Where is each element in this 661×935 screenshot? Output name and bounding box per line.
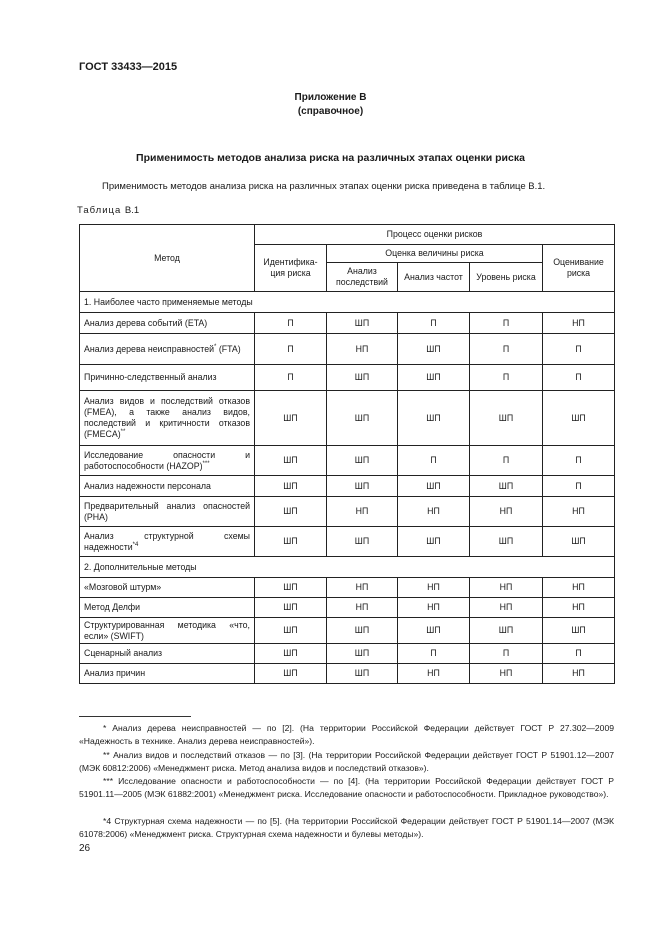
applicability-cell: ШП bbox=[398, 391, 470, 446]
method-name-text: Анализ причин bbox=[84, 668, 146, 678]
header-consequence: Анализ последствий bbox=[327, 263, 398, 292]
applicability-cell: ШП bbox=[255, 527, 327, 557]
header-method: Метод bbox=[80, 225, 255, 292]
applicability-cell: ШП bbox=[255, 476, 327, 497]
table-caption bbox=[77, 205, 139, 216]
applicability-cell: НП bbox=[398, 497, 470, 527]
applicability-cell: П bbox=[543, 446, 615, 476]
method-name-text: Сценарный анализ bbox=[84, 648, 163, 658]
applicability-cell: ШП bbox=[327, 476, 398, 497]
footnote-mark: * bbox=[103, 723, 107, 733]
applicability-cell: ШП bbox=[398, 476, 470, 497]
table-row bbox=[80, 527, 615, 557]
footnote-1 bbox=[79, 722, 614, 748]
applicability-cell: П bbox=[255, 313, 327, 334]
applicability-cell: НП bbox=[470, 578, 543, 598]
applicability-cell: П bbox=[470, 313, 543, 334]
method-name bbox=[80, 476, 255, 497]
method-name-text: Анализ дерева событий (ETA) bbox=[84, 317, 208, 328]
applicability-cell: П bbox=[470, 365, 543, 391]
applicability-cell: ШП bbox=[255, 618, 327, 644]
applicability-cell: ШП bbox=[398, 527, 470, 557]
applicability-cell: П bbox=[398, 313, 470, 334]
applicability-cell: ШП bbox=[470, 391, 543, 446]
applicability-cell: НП bbox=[543, 664, 615, 684]
footnote-mark: *4 bbox=[103, 816, 112, 826]
applicability-cell: НП bbox=[327, 334, 398, 365]
applicability-cell: ШП bbox=[255, 391, 327, 446]
header-frequency: Анализ частот bbox=[398, 263, 470, 292]
header-evaluation: Оценивание риска bbox=[543, 245, 615, 292]
section-row-common: 1. Наиболее часто применяемые методы bbox=[80, 292, 615, 313]
applicability-cell: ШП bbox=[327, 313, 398, 334]
method-name bbox=[80, 365, 255, 391]
page-number: 26 bbox=[79, 843, 91, 854]
table-row bbox=[80, 644, 615, 664]
header-estimation: Оценка величины риска bbox=[327, 245, 543, 263]
header-level: Уровень риска bbox=[470, 263, 543, 292]
method-name bbox=[80, 618, 255, 644]
footnote-3 bbox=[79, 775, 614, 801]
applicability-cell: ШП bbox=[255, 598, 327, 618]
method-name-text: Анализ надежности персонала bbox=[84, 480, 211, 491]
footnote-ref: * bbox=[214, 343, 217, 350]
applicability-cell: П bbox=[255, 365, 327, 391]
applicability-cell: ШП bbox=[543, 391, 615, 446]
table-row bbox=[80, 664, 615, 684]
table-caption-word: Таблица bbox=[77, 205, 122, 216]
applicability-cell: П bbox=[470, 644, 543, 664]
method-name bbox=[80, 598, 255, 618]
table-row bbox=[80, 497, 615, 527]
footnote-text: Исследование опасности и работоспособности — по [4]. (На территории Российской Федерации действует ГОСТ Р 51901.11—2005 (МЭК 61882:2001) «Менеджмент риска. Исследование опасности и работоспособности. Прикладное руководство»). bbox=[79, 776, 614, 799]
applicability-cell: П bbox=[470, 446, 543, 476]
footnote-ref: *4 bbox=[132, 541, 139, 548]
applicability-cell: НП bbox=[543, 578, 615, 598]
methods-table bbox=[79, 224, 615, 684]
applicability-cell: НП bbox=[543, 497, 615, 527]
method-name-text: Метод Делфи bbox=[84, 602, 141, 612]
table-row bbox=[80, 618, 615, 644]
footnote-text: Анализ видов и последствий отказов — по [3]. (На территории Российской Федерации действует ГОСТ Р 51901.12—2007 (МЭК 60812:2006) «Менеджмент риска. Метод анализа видов и последствий отказов»). bbox=[79, 750, 614, 773]
table-row bbox=[80, 334, 615, 365]
header-process: Процесс оценки рисков bbox=[255, 225, 615, 245]
section-heading: Применимость методов анализа риска на различных этапах оценки риска bbox=[136, 152, 525, 164]
table-row bbox=[80, 446, 615, 476]
applicability-cell: П bbox=[398, 644, 470, 664]
method-name-suffix: (FTA) bbox=[216, 343, 241, 354]
method-name-text: Предварительный анализ опасностей (PHA) bbox=[84, 500, 250, 522]
applicability-cell: ШП bbox=[470, 476, 543, 497]
method-name bbox=[80, 497, 255, 527]
applicability-cell: НП bbox=[470, 598, 543, 618]
applicability-cell: ШП bbox=[327, 644, 398, 664]
applicability-cell: НП bbox=[470, 664, 543, 684]
applicability-cell: НП bbox=[327, 497, 398, 527]
applicability-cell: ШП bbox=[327, 446, 398, 476]
applicability-cell: НП bbox=[398, 598, 470, 618]
table-row bbox=[80, 578, 615, 598]
method-name-text: Структурированная методика «что, если» (SWIFT) bbox=[84, 619, 250, 641]
applicability-cell: ШП bbox=[255, 664, 327, 684]
applicability-cell: П bbox=[543, 334, 615, 365]
method-name bbox=[80, 313, 255, 334]
applicability-cell: ШП bbox=[327, 527, 398, 557]
applicability-cell: ШП bbox=[543, 618, 615, 644]
document-id: ГОСТ 33433—2015 bbox=[79, 61, 178, 73]
applicability-cell: ШП bbox=[255, 446, 327, 476]
applicability-cell: П bbox=[470, 334, 543, 365]
method-name bbox=[80, 334, 255, 365]
applicability-cell: ШП bbox=[255, 578, 327, 598]
method-name-text: Анализ структурной схемы надежности bbox=[84, 530, 250, 552]
applicability-cell: ШП bbox=[327, 664, 398, 684]
applicability-cell: П bbox=[543, 365, 615, 391]
footnote-text: Структурная схема надежности — по [5]. (На территории Российской Федерации действует ГОСТ Р 51901.14—2007 (МЭК 61078:2006) «Менеджмент риска. Структурная схема надежности и булевы методы»). bbox=[79, 816, 614, 839]
footnote-text: Анализ дерева неисправностей — по [2]. (На территории Российской Федерации действует ГОСТ Р 27.302—2009 «Надежность в технике. Анализ дерева неисправностей»). bbox=[79, 723, 614, 746]
method-name-text: Причинно-следственный анализ bbox=[84, 372, 217, 382]
method-name bbox=[80, 644, 255, 664]
applicability-cell: П bbox=[255, 334, 327, 365]
applicability-cell: П bbox=[398, 446, 470, 476]
applicability-cell: ШП bbox=[327, 618, 398, 644]
applicability-cell: ШП bbox=[398, 365, 470, 391]
method-name-text: Анализ видов и последствий отказов (FMEA), а также анализ видов, последствий и критичности отказов (FMECA) bbox=[84, 396, 250, 439]
method-name bbox=[80, 446, 255, 476]
method-name bbox=[80, 391, 255, 446]
applicability-cell: НП bbox=[470, 497, 543, 527]
applicability-cell: ШП bbox=[255, 497, 327, 527]
table-caption-number: В.1 bbox=[124, 205, 140, 216]
table-row bbox=[80, 391, 615, 446]
annex-subtitle: (справочное) bbox=[297, 106, 364, 117]
table-row bbox=[80, 365, 615, 391]
method-name-text: Анализ дерева неисправностей bbox=[84, 343, 215, 354]
footnote-ref: *** bbox=[202, 460, 210, 467]
footnote-2 bbox=[79, 749, 614, 775]
table-row bbox=[80, 598, 615, 618]
footnote-mark: *** bbox=[103, 776, 114, 786]
applicability-cell: НП bbox=[327, 578, 398, 598]
section-row-additional: 2. Дополнительные методы bbox=[80, 557, 615, 578]
method-name bbox=[80, 664, 255, 684]
method-name bbox=[80, 527, 255, 557]
applicability-cell: НП bbox=[543, 313, 615, 334]
applicability-cell: НП bbox=[327, 598, 398, 618]
footnote-4 bbox=[79, 815, 614, 841]
applicability-cell: НП bbox=[398, 664, 470, 684]
applicability-cell: ШП bbox=[543, 527, 615, 557]
applicability-cell: ШП bbox=[470, 618, 543, 644]
applicability-cell: НП bbox=[543, 598, 615, 618]
applicability-cell: НП bbox=[398, 578, 470, 598]
applicability-cell: ШП bbox=[327, 365, 398, 391]
footnote-divider bbox=[79, 716, 191, 717]
method-name-text: Исследование опасности и работоспособности (HAZOP) bbox=[84, 449, 250, 471]
method-name bbox=[80, 578, 255, 598]
applicability-cell: П bbox=[543, 476, 615, 497]
method-name-text: «Мозговой штурм» bbox=[84, 582, 162, 592]
applicability-cell: ШП bbox=[255, 644, 327, 664]
applicability-cell: П bbox=[543, 644, 615, 664]
header-identification: Идентифика-ция риска bbox=[255, 245, 327, 292]
intro-paragraph: Применимость методов анализа риска на различных этапах оценки риска приведена в таблице В.1. bbox=[102, 181, 546, 192]
applicability-cell: ШП bbox=[398, 334, 470, 365]
footnote-mark: ** bbox=[103, 750, 110, 760]
table-row bbox=[80, 313, 615, 334]
applicability-cell: ШП bbox=[470, 527, 543, 557]
table-row bbox=[80, 476, 615, 497]
annex-title: Приложение В bbox=[294, 92, 367, 103]
applicability-cell: ШП bbox=[327, 391, 398, 446]
applicability-cell: ШП bbox=[398, 618, 470, 644]
footnote-ref: ** bbox=[120, 429, 126, 436]
